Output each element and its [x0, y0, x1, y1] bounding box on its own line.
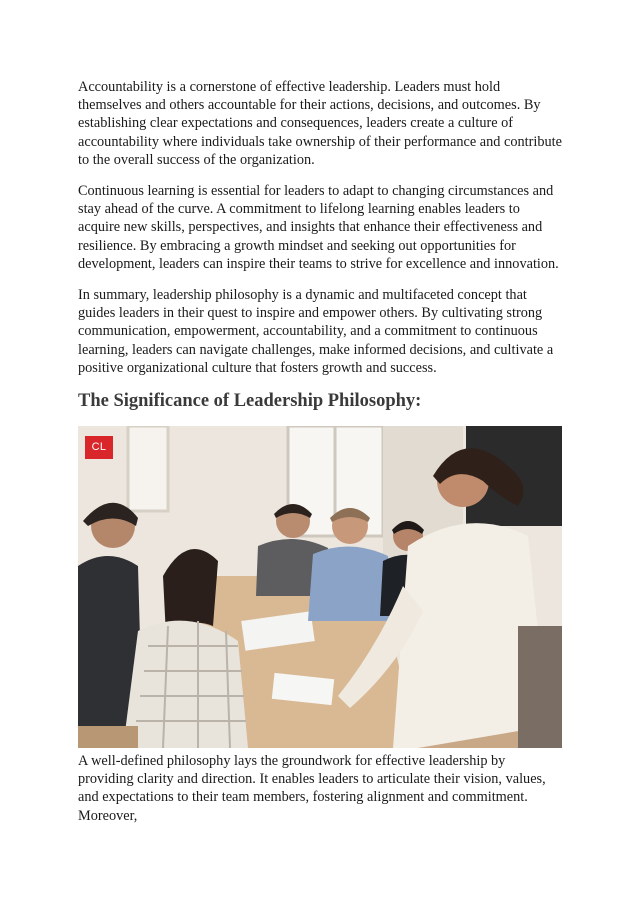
paragraph-continuous-learning: Continuous learning is essential for leaders to adapt to changing circumstances and stay ahead of the curve. A commitment to lifelong learning enables leaders to acquire new skills, perspectives, and insights that enhance their effectiveness and resilience. By embracing a growth mindset and seeking out opportunities for development, leaders can inspire their teams to strive for excellence and innovation. [78, 183, 559, 272]
paragraph-significance: A well-defined philosophy lays the groundwork for effective leadership by providing clarity and direction. It enables leaders to articulate their vision, values, and expectations to their team members, fostering alignment and commitment. Moreover, [78, 753, 546, 824]
meeting-illustration [78, 426, 562, 748]
cl-logo: CL [85, 436, 113, 459]
paragraph-accountability: Accountability is a cornerstone of effective leadership. Leaders must hold themselves and others accountable for their actions, decisions, and outcomes. By establishing clear expectations and consequences, leaders create a culture of accountability where individuals take ownership of their performance and contribute to the overall success of the organization. [78, 79, 562, 168]
section-heading: The Significance of Leadership Philosophy: [78, 391, 422, 412]
document-page [78, 78, 562, 838]
meeting-photo [78, 426, 562, 748]
paragraph-summary: In summary, leadership philosophy is a dynamic and multifaceted concept that guides leaders in their quest to inspire and empower others. By cultivating strong communication, empowerment, accountability, and a commitment to continuous learning, leaders can navigate challenges, make informed decisions, and cultivate a positive organizational culture that fosters growth and success. [78, 287, 554, 376]
